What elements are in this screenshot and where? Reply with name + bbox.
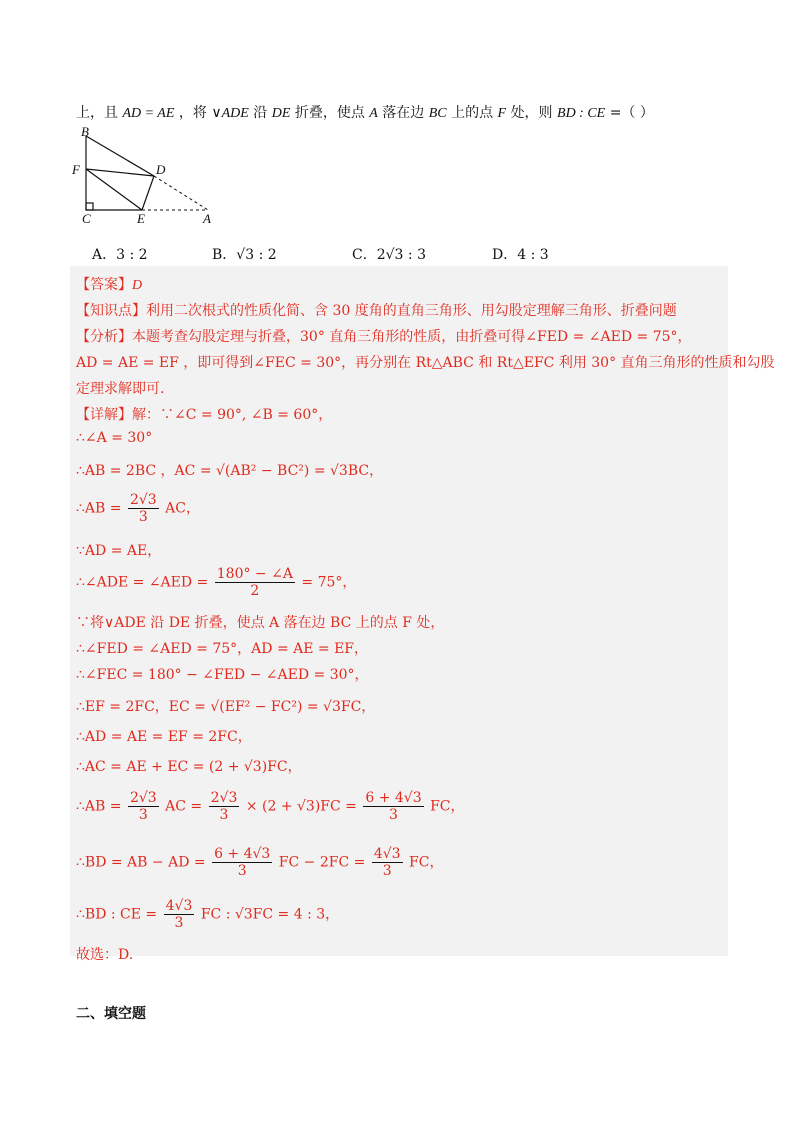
detail-text-1: 解：∵∠C = 90°, ∠B = 60°，	[132, 407, 333, 423]
option-c	[352, 244, 426, 264]
q-pt: A	[369, 106, 378, 121]
fraction-13-1	[128, 790, 159, 823]
segment-da-dashed	[154, 176, 208, 210]
detail-line-8: ∴∠FED = ∠AED = 75°，AD = AE = EF，	[76, 641, 369, 657]
detail-line-7: ∵将∨ADE 沿 DE 折叠，使点 A 落在边 BC 上的点 F 处，	[76, 615, 445, 631]
fraction-numerator: 2√3	[129, 790, 157, 806]
option-a-value: 3 : 2	[116, 247, 148, 263]
detail-13-c: × (2 + √3)FC =	[245, 798, 357, 815]
fraction-13-3	[363, 790, 423, 823]
label-b: B	[81, 124, 89, 139]
q-paren: =（ ）	[609, 105, 654, 121]
detail-line-9: ∴∠FEC = 180° − ∠FED − ∠AED = 30°，	[76, 667, 369, 683]
detail-13-a: ∴AB =	[76, 798, 122, 815]
answer-line	[76, 274, 142, 294]
detail-4-b: AC，	[165, 500, 200, 517]
fraction-numerator: 6 + 4√3	[365, 790, 422, 806]
detail-label: 【详解】	[76, 407, 132, 423]
q-mid2: 沿	[253, 105, 272, 121]
option-c-value: 2√3 : 3	[376, 247, 426, 263]
fraction-numerator: 4√3	[373, 846, 401, 862]
detail-line-15	[76, 898, 339, 931]
detail-line-5: ∵AD = AE，	[76, 543, 162, 559]
fraction-denominator: 3	[138, 509, 148, 525]
fraction-denominator: 3	[174, 915, 184, 931]
detail-line-1	[76, 404, 332, 424]
option-c-letter: C．	[352, 247, 377, 263]
fraction-denominator: 3	[138, 807, 148, 823]
q-mid6: 处，则	[510, 105, 553, 121]
fraction-14-2	[372, 846, 403, 879]
detail-line-14	[76, 846, 443, 879]
segment-fe	[86, 169, 142, 210]
q-tri: ∨ADE	[211, 106, 249, 121]
label-a: A	[203, 211, 211, 226]
detail-line-4	[76, 492, 200, 525]
option-d	[492, 244, 549, 264]
knowledge-label: 【知识点】	[76, 303, 146, 319]
fraction-denominator: 2	[250, 583, 260, 599]
right-angle-mark	[86, 203, 93, 210]
detail-line-6	[76, 566, 356, 599]
q-mid3: 折叠，使点	[294, 105, 365, 121]
fraction-2sqrt3-over-3	[128, 492, 159, 525]
q-fold: DE	[271, 106, 291, 121]
detail-final: 故选：D.	[76, 947, 134, 963]
detail-line-12: ∴AC = AE + EC = (2 + √3)FC，	[76, 759, 302, 775]
q-mid4: 落在边	[382, 105, 425, 121]
section-heading: 二、填空题	[76, 1006, 146, 1022]
option-d-value: 4 : 3	[517, 247, 549, 263]
detail-6-b: = 75°，	[301, 574, 357, 591]
detail-line-11: ∴AD = AE = EF = 2FC，	[76, 729, 252, 745]
fraction-denominator: 3	[219, 807, 229, 823]
fraction-denominator: 3	[389, 807, 398, 823]
option-b-letter: B．	[212, 247, 237, 263]
analysis-line-2: AD = AE = EF ，即可得到∠FEC = 30°，再分别在 Rt△ABC 和 Rt△EFC 利用 30° 直角三角形的性质和勾股	[76, 355, 775, 371]
detail-line-13	[76, 790, 465, 823]
option-a-letter: A．	[92, 247, 117, 263]
detail-14-a: ∴BD = AB − AD =	[76, 854, 206, 871]
option-b-value: √3 : 2	[236, 247, 277, 263]
q-ask: BD : CE	[557, 106, 606, 121]
fraction-angle	[215, 566, 295, 599]
option-a	[92, 244, 148, 264]
detail-line-3: ∴AB = 2BC ，AC = √(AB² − BC²) = √3BC，	[76, 463, 384, 479]
detail-4-a: ∴AB =	[76, 500, 122, 517]
fraction-14-1	[212, 846, 272, 879]
analysis-text-1: 本题考查勾股定理与折叠，30° 直角三角形的性质，由折叠可得∠FED = ∠AED = 75°，	[132, 329, 692, 345]
option-b	[212, 244, 277, 264]
q-mid1: ，将	[178, 105, 207, 121]
fraction-denominator: 3	[382, 863, 392, 879]
detail-line-10: ∴EF = 2FC，EC = √(EF² − FC²) = √3FC，	[76, 699, 376, 715]
detail-14-b: FC − 2FC =	[278, 854, 366, 871]
q-side: BC	[428, 106, 447, 121]
q-ptF: F	[497, 106, 507, 121]
label-f: F	[72, 162, 80, 177]
detail-15-b: FC : √3FC = 4 : 3，	[200, 906, 340, 923]
analysis-label: 【分析】	[76, 329, 132, 345]
knowledge-line	[76, 300, 677, 320]
analysis-line-1	[76, 326, 692, 346]
label-e: E	[137, 211, 145, 226]
analysis-line-3: 定理求解即可.	[76, 381, 165, 397]
fraction-13-2	[209, 790, 240, 823]
q-prefix: 上，且	[76, 105, 118, 121]
fraction-numerator: 2√3	[129, 492, 157, 508]
detail-13-b: AC =	[165, 798, 203, 815]
detail-14-c: FC，	[409, 854, 444, 871]
detail-15-a: ∴BD : CE =	[76, 906, 158, 923]
geometry-figure	[66, 124, 226, 228]
question-line	[76, 102, 654, 122]
fraction-numerator: 180° − ∠A	[216, 566, 293, 582]
fraction-15	[164, 898, 195, 931]
knowledge-text: 利用二次根式的性质化简、含 30 度角的直角三角形、用勾股定理解三角形、折叠问题	[146, 303, 677, 319]
answer-label: 【答案】	[76, 277, 132, 293]
fraction-numerator: 6 + 4√3	[214, 846, 271, 862]
q-mid5: 上的点	[451, 105, 494, 121]
label-c: C	[82, 211, 91, 226]
answer-value: D	[132, 278, 143, 293]
segment-ed	[142, 176, 154, 210]
fraction-numerator: 4√3	[165, 898, 193, 914]
detail-line-2: ∴∠A = 30°	[76, 430, 153, 446]
detail-6-a: ∴∠ADE = ∠AED =	[76, 574, 209, 591]
label-d: D	[156, 162, 166, 177]
detail-13-e: FC，	[430, 798, 465, 815]
q-cond: AD = AE	[122, 106, 175, 121]
fraction-numerator: 2√3	[210, 790, 238, 806]
fraction-denominator: 3	[237, 863, 247, 879]
option-d-letter: D．	[492, 247, 518, 263]
